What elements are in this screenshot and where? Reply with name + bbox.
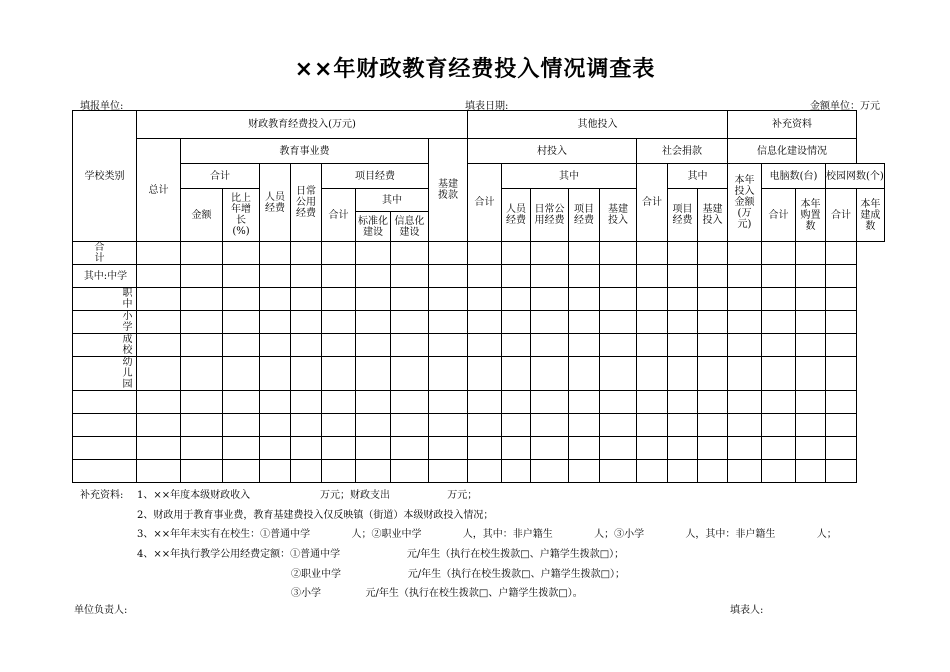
data-cell[interactable] <box>502 414 531 437</box>
data-cell[interactable] <box>356 357 391 391</box>
data-cell[interactable] <box>260 437 291 460</box>
data-cell[interactable] <box>291 437 322 460</box>
data-cell[interactable] <box>260 391 291 414</box>
data-cell[interactable] <box>826 391 857 414</box>
data-cell[interactable] <box>391 414 429 437</box>
data-cell[interactable] <box>668 334 698 357</box>
data-cell[interactable] <box>429 242 468 265</box>
header-amount: 金额 <box>181 189 223 242</box>
data-cell[interactable] <box>728 311 762 334</box>
data-cell[interactable] <box>468 334 502 357</box>
data-cell[interactable] <box>181 265 223 288</box>
data-cell[interactable] <box>468 265 502 288</box>
data-cell[interactable] <box>223 265 260 288</box>
data-cell[interactable] <box>796 437 826 460</box>
data-cell[interactable] <box>502 391 531 414</box>
data-cell[interactable] <box>762 460 796 483</box>
data-cell[interactable] <box>322 391 356 414</box>
data-cell[interactable] <box>429 414 468 437</box>
table-row <box>73 288 885 311</box>
data-cell[interactable] <box>531 460 569 483</box>
data-cell[interactable] <box>569 460 600 483</box>
data-cell[interactable] <box>502 334 531 357</box>
data-cell[interactable] <box>728 414 762 437</box>
header-subtotal: 合计 <box>181 164 260 189</box>
data-cell[interactable] <box>637 288 668 311</box>
data-cell[interactable] <box>796 391 826 414</box>
data-cell[interactable] <box>223 242 260 265</box>
data-cell[interactable] <box>826 311 857 334</box>
data-cell[interactable] <box>391 311 429 334</box>
data-cell[interactable] <box>429 460 468 483</box>
data-cell[interactable] <box>223 391 260 414</box>
data-cell[interactable] <box>668 288 698 311</box>
data-cell[interactable] <box>260 242 291 265</box>
data-cell[interactable] <box>468 414 502 437</box>
row-label: 小学 <box>73 311 137 334</box>
data-cell[interactable] <box>468 460 502 483</box>
data-cell[interactable] <box>637 357 668 391</box>
header-social-donation: 社会捐款 <box>637 139 728 164</box>
data-cell[interactable] <box>181 460 223 483</box>
note-line-5: ②职业中学 元/年生（执行在校生拨款□、户籍学生拨款□）； <box>291 569 626 580</box>
data-cell[interactable] <box>637 437 668 460</box>
data-cell[interactable] <box>569 357 600 391</box>
data-cell[interactable] <box>502 265 531 288</box>
data-cell[interactable] <box>356 242 391 265</box>
data-cell[interactable] <box>223 460 260 483</box>
data-cell[interactable] <box>322 288 356 311</box>
data-cell[interactable] <box>468 288 502 311</box>
data-cell[interactable] <box>291 414 322 437</box>
header-v-daily: 日常公用经费 <box>531 189 569 242</box>
data-cell[interactable] <box>698 391 728 414</box>
header-year-input: 本年投入金额(万元) <box>728 164 762 242</box>
data-cell[interactable] <box>762 357 796 391</box>
header-capital-alloc: 基建拨款 <box>429 139 468 242</box>
data-cell[interactable] <box>223 414 260 437</box>
data-cell[interactable] <box>356 265 391 288</box>
data-cell[interactable] <box>137 460 181 483</box>
header-info-construction: 信息化建设情况 <box>728 139 857 164</box>
data-cell[interactable] <box>531 414 569 437</box>
data-cell[interactable] <box>531 357 569 391</box>
data-cell[interactable] <box>728 357 762 391</box>
data-cell[interactable] <box>391 357 429 391</box>
data-cell[interactable] <box>637 242 668 265</box>
data-cell[interactable] <box>260 311 291 334</box>
data-cell[interactable] <box>728 437 762 460</box>
data-cell[interactable] <box>728 242 762 265</box>
data-cell[interactable] <box>322 414 356 437</box>
data-cell[interactable] <box>181 357 223 391</box>
data-cell[interactable] <box>637 311 668 334</box>
data-cell[interactable] <box>569 265 600 288</box>
data-cell[interactable] <box>637 460 668 483</box>
data-cell[interactable] <box>181 414 223 437</box>
data-cell[interactable] <box>181 311 223 334</box>
data-cell[interactable] <box>468 357 502 391</box>
data-cell[interactable] <box>260 357 291 391</box>
header-v-capital: 基建投入 <box>600 189 637 242</box>
data-cell[interactable] <box>223 311 260 334</box>
data-cell[interactable] <box>762 334 796 357</box>
data-cell[interactable] <box>569 334 600 357</box>
header-n-total: 合计 <box>826 189 857 242</box>
data-cell[interactable] <box>728 460 762 483</box>
data-cell[interactable] <box>698 437 728 460</box>
data-cell[interactable] <box>260 265 291 288</box>
data-cell[interactable] <box>668 265 698 288</box>
data-cell[interactable] <box>322 265 356 288</box>
data-cell[interactable] <box>637 414 668 437</box>
data-cell[interactable] <box>502 242 531 265</box>
data-cell[interactable] <box>468 437 502 460</box>
data-cell[interactable] <box>137 437 181 460</box>
header-school-type: 学校类别 <box>73 111 137 242</box>
data-cell[interactable] <box>531 265 569 288</box>
data-cell[interactable] <box>698 334 728 357</box>
data-cell[interactable] <box>429 288 468 311</box>
data-cell[interactable] <box>569 311 600 334</box>
data-cell[interactable] <box>181 242 223 265</box>
header-edu-business: 教育事业费 <box>181 139 429 164</box>
data-cell[interactable] <box>668 391 698 414</box>
data-cell[interactable] <box>600 357 637 391</box>
note-line-1: 1、××年度本级财政收入 万元；财政支出 万元； <box>137 490 478 501</box>
header-donation-total: 合计 <box>637 164 668 242</box>
unit-head-label: 单位负责人: <box>74 605 128 616</box>
table-row <box>73 391 885 414</box>
data-cell[interactable] <box>796 334 826 357</box>
data-cell[interactable] <box>181 437 223 460</box>
header-project-funds: 项目经费 <box>322 164 429 189</box>
filler-label: 填表人: <box>730 605 764 616</box>
data-cell[interactable] <box>356 311 391 334</box>
header-fiscal-input: 财政教育经费投入(万元) <box>137 111 468 139</box>
data-cell[interactable] <box>531 437 569 460</box>
table-row <box>73 460 885 483</box>
data-cell[interactable] <box>637 334 668 357</box>
data-cell[interactable] <box>796 265 826 288</box>
data-cell[interactable] <box>291 357 322 391</box>
data-cell[interactable] <box>502 437 531 460</box>
data-cell[interactable] <box>668 242 698 265</box>
header-campus-net: 校园网数(个) <box>826 164 885 189</box>
data-cell[interactable] <box>468 391 502 414</box>
data-cell[interactable] <box>668 437 698 460</box>
data-cell[interactable] <box>502 460 531 483</box>
header-project-subtotal: 合计 <box>322 189 356 242</box>
data-cell[interactable] <box>260 414 291 437</box>
data-cell[interactable] <box>826 265 857 288</box>
header-computers: 电脑数(台) <box>762 164 826 189</box>
header-c-bought: 本年购置数 <box>796 189 826 242</box>
data-cell[interactable] <box>223 437 260 460</box>
header-n-built: 本年建成数 <box>857 189 885 242</box>
notes-label: 补充资料: <box>80 490 124 501</box>
data-cell[interactable] <box>502 311 531 334</box>
data-cell[interactable] <box>600 437 637 460</box>
data-cell[interactable] <box>762 391 796 414</box>
header-d-project: 项目经费 <box>668 189 698 242</box>
data-cell[interactable] <box>637 265 668 288</box>
data-cell[interactable] <box>762 265 796 288</box>
data-cell[interactable] <box>322 460 356 483</box>
header-village-of-which: 其中 <box>502 164 637 189</box>
data-cell[interactable] <box>569 288 600 311</box>
data-cell[interactable] <box>181 334 223 357</box>
data-cell[interactable] <box>569 414 600 437</box>
header-standardization: 标准化建设 <box>356 212 391 242</box>
data-cell[interactable] <box>796 288 826 311</box>
data-cell[interactable] <box>468 311 502 334</box>
table-row <box>73 265 885 288</box>
data-cell[interactable] <box>668 311 698 334</box>
data-cell[interactable] <box>698 414 728 437</box>
data-cell[interactable] <box>391 265 429 288</box>
data-cell[interactable] <box>600 391 637 414</box>
data-cell[interactable] <box>137 391 181 414</box>
data-cell[interactable] <box>322 357 356 391</box>
header-daily-public: 日常公用经费 <box>291 164 322 242</box>
data-cell[interactable] <box>826 357 857 391</box>
data-cell[interactable] <box>796 242 826 265</box>
data-cell[interactable] <box>698 460 728 483</box>
data-cell[interactable] <box>291 460 322 483</box>
amount-unit-label: 金额单位：万元 <box>810 101 880 112</box>
data-cell[interactable] <box>429 265 468 288</box>
data-cell[interactable] <box>429 391 468 414</box>
data-cell[interactable] <box>260 334 291 357</box>
data-cell[interactable] <box>762 414 796 437</box>
data-cell[interactable] <box>137 414 181 437</box>
data-cell[interactable] <box>223 288 260 311</box>
header-total-sum: 总计 <box>137 139 181 242</box>
data-cell[interactable] <box>796 460 826 483</box>
header-supplementary: 补充资料 <box>728 111 857 139</box>
data-cell[interactable] <box>698 311 728 334</box>
header-c-total: 合计 <box>762 189 796 242</box>
row-label <box>73 437 137 460</box>
table-row <box>73 357 885 391</box>
data-cell[interactable] <box>137 311 181 334</box>
data-cell[interactable] <box>600 334 637 357</box>
data-cell[interactable] <box>600 311 637 334</box>
data-cell[interactable] <box>531 391 569 414</box>
data-cell[interactable] <box>291 391 322 414</box>
data-cell[interactable] <box>668 357 698 391</box>
data-cell[interactable] <box>698 265 728 288</box>
row-label: 职中 <box>73 288 137 311</box>
data-cell[interactable] <box>762 311 796 334</box>
data-cell[interactable] <box>698 357 728 391</box>
data-cell[interactable] <box>698 288 728 311</box>
data-cell[interactable] <box>826 414 857 437</box>
data-cell[interactable] <box>391 334 429 357</box>
data-cell[interactable] <box>569 437 600 460</box>
data-cell[interactable] <box>291 265 322 288</box>
row-label: 合计 <box>73 242 137 265</box>
note-line-2: 2、财政用于教育事业费，教育基建费投入仅反映镇（街道）本级财政投入情况； <box>137 510 494 521</box>
row-label: 其中:中学 <box>73 265 137 288</box>
data-cell[interactable] <box>356 437 391 460</box>
data-cell[interactable] <box>322 334 356 357</box>
data-cell[interactable] <box>181 288 223 311</box>
header-informatization: 信息化建设 <box>391 212 429 242</box>
data-cell[interactable] <box>762 242 796 265</box>
data-cell[interactable] <box>826 437 857 460</box>
header-other-input: 其他投入 <box>468 111 728 139</box>
data-cell[interactable] <box>600 460 637 483</box>
row-label <box>73 460 137 483</box>
data-cell[interactable] <box>698 242 728 265</box>
data-cell[interactable] <box>260 288 291 311</box>
data-cell[interactable] <box>391 437 429 460</box>
header-village-input: 村投入 <box>468 139 637 164</box>
data-cell[interactable] <box>137 357 181 391</box>
row-label <box>73 414 137 437</box>
data-cell[interactable] <box>826 288 857 311</box>
data-cell[interactable] <box>826 460 857 483</box>
table-row <box>73 242 885 265</box>
survey-table <box>72 110 885 483</box>
table-row <box>73 414 885 437</box>
note-line-4: 4、××年执行教学公用经费定额：①普通中学 元/年生（执行在校生拨款□、户籍学生拨款□）； <box>137 549 625 560</box>
header-v-personnel: 人员经费 <box>502 189 531 242</box>
data-cell[interactable] <box>291 334 322 357</box>
data-cell[interactable] <box>391 391 429 414</box>
table-row <box>73 437 885 460</box>
data-cell[interactable] <box>502 288 531 311</box>
data-cell[interactable] <box>137 334 181 357</box>
data-cell[interactable] <box>796 311 826 334</box>
data-cell[interactable] <box>291 288 322 311</box>
row-label: 幼儿园 <box>73 357 137 391</box>
data-cell[interactable] <box>391 242 429 265</box>
data-cell[interactable] <box>796 357 826 391</box>
data-cell[interactable] <box>531 334 569 357</box>
header-d-capital: 基建投入 <box>698 189 728 242</box>
header-personnel: 人员经费 <box>260 164 291 242</box>
data-cell[interactable] <box>600 242 637 265</box>
page-title: ××年财政教育经费投入情况调查表 <box>294 57 656 82</box>
data-cell[interactable] <box>137 265 181 288</box>
data-cell[interactable] <box>181 391 223 414</box>
filling-unit-label: 填报单位: <box>80 101 124 112</box>
data-cell[interactable] <box>826 242 857 265</box>
data-cell[interactable] <box>600 288 637 311</box>
data-cell[interactable] <box>322 437 356 460</box>
data-cell[interactable] <box>728 334 762 357</box>
data-cell[interactable] <box>600 414 637 437</box>
header-v-project: 项目经费 <box>569 189 600 242</box>
data-cell[interactable] <box>291 242 322 265</box>
data-cell[interactable] <box>223 357 260 391</box>
data-cell[interactable] <box>429 311 468 334</box>
data-cell[interactable] <box>291 311 322 334</box>
data-cell[interactable] <box>728 391 762 414</box>
data-cell[interactable] <box>391 460 429 483</box>
data-cell[interactable] <box>637 391 668 414</box>
filling-date-label: 填表日期: <box>465 101 509 112</box>
data-cell[interactable] <box>429 334 468 357</box>
data-cell[interactable] <box>137 242 181 265</box>
data-cell[interactable] <box>668 414 698 437</box>
header-yoy-growth: 比上年增长(%) <box>223 189 260 242</box>
data-cell[interactable] <box>429 437 468 460</box>
data-cell[interactable] <box>826 334 857 357</box>
header-village-total: 合计 <box>468 164 502 242</box>
data-cell[interactable] <box>531 311 569 334</box>
data-cell[interactable] <box>728 265 762 288</box>
data-cell[interactable] <box>322 311 356 334</box>
data-cell[interactable] <box>600 265 637 288</box>
note-line-3: 3、××年年末实有在校生：①普通中学 人；②职业中学 人，其中：非户籍生 人；③小学 人，其中：非户籍生 人； <box>137 529 837 540</box>
data-cell[interactable] <box>668 460 698 483</box>
data-cell[interactable] <box>391 288 429 311</box>
data-cell[interactable] <box>356 460 391 483</box>
data-cell[interactable] <box>531 288 569 311</box>
data-cell[interactable] <box>356 391 391 414</box>
row-label: 成校 <box>73 334 137 357</box>
data-cell[interactable] <box>260 460 291 483</box>
data-cell[interactable] <box>429 357 468 391</box>
note-line-6: ③小学 元/年生（执行在校生拨款□、户籍学生拨款□）。 <box>291 588 583 599</box>
data-cell[interactable] <box>356 288 391 311</box>
table-row <box>73 311 885 334</box>
data-cell[interactable] <box>322 242 356 265</box>
header-project-of-which: 其中 <box>356 189 429 212</box>
data-cell[interactable] <box>356 334 391 357</box>
data-cell[interactable] <box>223 334 260 357</box>
table-row <box>73 334 885 357</box>
header-donation-of-which: 其中 <box>668 164 728 189</box>
data-cell[interactable] <box>569 391 600 414</box>
data-cell[interactable] <box>728 288 762 311</box>
data-cell[interactable] <box>569 242 600 265</box>
row-label <box>73 391 137 414</box>
data-cell[interactable] <box>137 288 181 311</box>
data-cell[interactable] <box>502 357 531 391</box>
data-cell[interactable] <box>796 414 826 437</box>
data-cell[interactable] <box>468 242 502 265</box>
data-cell[interactable] <box>762 437 796 460</box>
data-cell[interactable] <box>762 288 796 311</box>
data-cell[interactable] <box>356 414 391 437</box>
data-cell[interactable] <box>531 242 569 265</box>
